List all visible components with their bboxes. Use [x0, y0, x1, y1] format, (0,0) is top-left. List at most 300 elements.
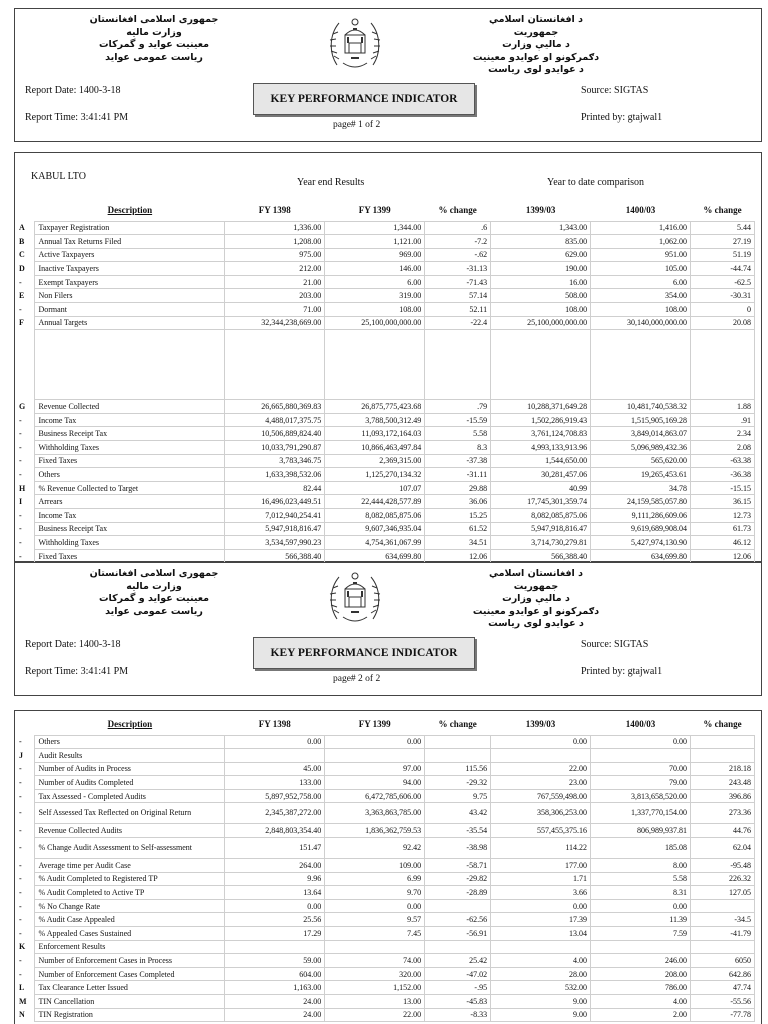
- row-value: 57.14: [425, 289, 491, 303]
- row-value: 767,559,498.00: [491, 789, 591, 803]
- row-value: 8,082,085,875.06: [491, 509, 591, 523]
- row-value: 1,344.00: [325, 221, 425, 235]
- row-description: Tax Clearance Letter Issued: [35, 981, 225, 995]
- table-header-row: [17, 713, 755, 735]
- row-value: 5,427,974,130.90: [591, 536, 691, 550]
- table-row: [17, 872, 755, 886]
- row-value: 16,496,023,449.51: [225, 495, 325, 509]
- row-value: 835.00: [491, 235, 591, 249]
- row-value: 2,848,803,354.40: [225, 824, 325, 838]
- row-code: -: [19, 901, 22, 911]
- spacer-cell: [425, 330, 491, 400]
- row-value: 203.00: [225, 289, 325, 303]
- row-value: 4.00: [591, 995, 691, 1009]
- group-ytd: Year to date comparison: [547, 177, 645, 188]
- table-row: [17, 413, 755, 427]
- row-description: Average time per Audit Case: [35, 859, 225, 873]
- row-value: 79.00: [591, 776, 691, 790]
- row-description: % Audit Completed to Active TP: [35, 886, 225, 900]
- row-value: 3,363,863,785.00: [325, 803, 425, 824]
- row-value: 133.00: [225, 776, 325, 790]
- table-row: [17, 275, 755, 289]
- row-description: TIN Registration: [35, 1008, 225, 1022]
- row-value: 642.86: [690, 967, 754, 981]
- row-value: 634,699.80: [591, 549, 691, 563]
- header-left-line: معینیت عواید و گمرکات: [99, 593, 209, 604]
- row-value: 11,093,172,164.03: [325, 427, 425, 441]
- table-row: [17, 248, 755, 262]
- row-value: 5,947,918,816.47: [491, 522, 591, 536]
- column-header: FY 1398: [258, 204, 291, 215]
- row-value: 532.00: [491, 981, 591, 995]
- row-code: M: [19, 996, 27, 1006]
- row-value: 566,388.40: [491, 549, 591, 563]
- row-value: -30.31: [691, 289, 755, 303]
- spacer-cell: [491, 330, 591, 400]
- header-left-line: جمهوری اسلامی افغانستان: [89, 568, 219, 579]
- row-description: Self Assessed Tax Reflected on Original Return: [35, 803, 225, 824]
- row-value: -28.89: [425, 886, 491, 900]
- row-value: 7.59: [591, 927, 691, 941]
- table-row: [17, 303, 755, 317]
- row-value: 6050: [690, 954, 754, 968]
- row-value: 71.00: [225, 303, 325, 317]
- row-value: 22,444,428,577.89: [325, 495, 425, 509]
- header-code-cell: [17, 713, 35, 735]
- table-row: [17, 859, 755, 873]
- row-value: 10,506,889,824.40: [225, 427, 325, 441]
- row-value: 46.12: [691, 536, 755, 550]
- row-value: 4,754,361,067.99: [325, 536, 425, 550]
- header-right-line: د افغانستان اسلامي جمهوریت: [489, 568, 583, 592]
- header-right-line: د عوایدو لوی ریاست: [488, 618, 584, 629]
- row-value: [425, 940, 491, 954]
- row-description: TIN Cancellation: [35, 995, 225, 1009]
- header-pashto-text: [471, 568, 601, 631]
- row-value: 2.34: [691, 427, 755, 441]
- row-value: 9.75: [425, 789, 491, 803]
- row-value: 24.00: [225, 995, 325, 1009]
- row-description: Withholding Taxes: [35, 536, 225, 550]
- row-value: 12.73: [691, 509, 755, 523]
- row-value: 9.70: [325, 886, 425, 900]
- row-description: % Appealed Cases Sustained: [35, 927, 225, 941]
- table-row: [17, 262, 755, 276]
- row-value: 1,416.00: [591, 221, 691, 235]
- header-right-line: د افغانستان اسلامي جمهوریت: [489, 14, 583, 38]
- row-value: 1,163.00: [225, 981, 325, 995]
- table-row: [17, 967, 755, 981]
- row-code: -: [19, 969, 22, 979]
- column-header: 1400/03: [625, 718, 656, 729]
- row-description: Revenue Collected Audits: [35, 824, 225, 838]
- table-row: [17, 549, 755, 563]
- row-value: .91: [691, 413, 755, 427]
- column-header: FY 1399: [358, 718, 391, 729]
- row-value: -47.02: [425, 967, 491, 981]
- header-left-line: وزارت مالیه: [126, 26, 182, 38]
- row-value: 10,481,740,538.32: [591, 400, 691, 414]
- table-row: [17, 316, 755, 330]
- row-value: 1,062.00: [591, 235, 691, 249]
- row-value: 5.58: [425, 427, 491, 441]
- row-description: Dormant: [35, 303, 225, 317]
- row-code: -: [19, 888, 22, 898]
- row-value: 2,345,387,272.00: [225, 803, 325, 824]
- row-value: 190.00: [491, 262, 591, 276]
- row-value: -31.11: [425, 468, 491, 482]
- row-value: 1,836,362,759.53: [325, 824, 425, 838]
- row-value: 13.04: [491, 927, 591, 941]
- row-value: 0.00: [225, 899, 325, 913]
- row-value: 23.00: [491, 776, 591, 790]
- row-value: 28.00: [491, 967, 591, 981]
- row-description: Annual Targets: [35, 316, 225, 330]
- row-value: -31.13: [425, 262, 491, 276]
- table-row: [17, 1008, 755, 1022]
- row-description: Number of Enforcement Cases Completed: [35, 967, 225, 981]
- organization-name: KABUL LTO: [31, 171, 86, 182]
- row-value: -36.38: [691, 468, 755, 482]
- row-value: 1,633,398,532.06: [225, 468, 325, 482]
- row-value: 9,607,346,935.04: [325, 522, 425, 536]
- row-value: [690, 899, 754, 913]
- row-value: [325, 940, 425, 954]
- table-row: [17, 235, 755, 249]
- table-row: [17, 886, 755, 900]
- row-value: 354.00: [591, 289, 691, 303]
- row-value: 8,082,085,875.06: [325, 509, 425, 523]
- table-row: [17, 789, 755, 803]
- row-value: 108.00: [591, 303, 691, 317]
- spacer-cell: [325, 330, 425, 400]
- table-row: [17, 481, 755, 495]
- spacer-cell: [225, 330, 325, 400]
- table-row: [17, 454, 755, 468]
- row-value: [491, 749, 591, 763]
- row-value: 22.00: [491, 762, 591, 776]
- row-value: 24.00: [225, 1008, 325, 1022]
- table-row: [17, 536, 755, 550]
- row-value: 19,265,453.61: [591, 468, 691, 482]
- row-value: 109.00: [325, 859, 425, 873]
- row-value: 13.00: [325, 995, 425, 1009]
- row-value: 6,472,785,606.00: [325, 789, 425, 803]
- row-value: 1,121.00: [325, 235, 425, 249]
- row-code: -: [19, 791, 22, 801]
- row-description: Fixed Taxes: [35, 454, 225, 468]
- row-value: [425, 735, 491, 749]
- report-time: Report Time: 3:41:41 PM: [25, 666, 129, 677]
- row-value: 61.52: [425, 522, 491, 536]
- row-code: -: [19, 456, 22, 466]
- row-value: -.95: [425, 981, 491, 995]
- row-code: -: [19, 304, 22, 314]
- row-value: 15.25: [425, 509, 491, 523]
- column-header: % change: [703, 204, 742, 215]
- row-value: 25.42: [425, 954, 491, 968]
- row-code: F: [19, 318, 24, 328]
- row-value: 21.00: [225, 275, 325, 289]
- row-value: 177.00: [491, 859, 591, 873]
- row-value: 30,281,457.06: [491, 468, 591, 482]
- row-value: -37.38: [425, 454, 491, 468]
- report-date: Report Date: 1400-3-18: [25, 639, 121, 650]
- row-value: 11.39: [591, 913, 691, 927]
- row-value: 0.00: [591, 899, 691, 913]
- row-value: 1,208.00: [225, 235, 325, 249]
- row-value: 6.00: [325, 275, 425, 289]
- row-code: L: [19, 983, 25, 993]
- row-description: Non Filers: [35, 289, 225, 303]
- report-header: [14, 562, 762, 696]
- row-value: 3,783,346.75: [225, 454, 325, 468]
- row-value: 8.00: [591, 859, 691, 873]
- row-value: 5.58: [591, 872, 691, 886]
- row-value: 62.04: [690, 838, 754, 859]
- row-value: 45.00: [225, 762, 325, 776]
- row-value: 52.11: [425, 303, 491, 317]
- row-value: 0.00: [325, 899, 425, 913]
- row-description: Number of Audits Completed: [35, 776, 225, 790]
- row-value: .79: [425, 400, 491, 414]
- row-value: 1,544,650.00: [491, 454, 591, 468]
- row-value: 25.56: [225, 913, 325, 927]
- row-value: 273.36: [690, 803, 754, 824]
- header-right-line: د عوایدو لوی ریاست: [488, 64, 584, 75]
- report-source: Source: SIGTAS: [581, 85, 649, 96]
- column-header: Description: [107, 718, 153, 729]
- row-value: 1,515,905,169.28: [591, 413, 691, 427]
- row-value: -44.74: [691, 262, 755, 276]
- row-code: -: [19, 551, 22, 561]
- row-value: 30,140,000,000.00: [591, 316, 691, 330]
- group-year-end: Year end Results: [297, 177, 365, 188]
- row-description: Inactive Taxpayers: [35, 262, 225, 276]
- row-description: % Audit Case Appealed: [35, 913, 225, 927]
- row-code: A: [19, 223, 25, 233]
- row-description: % No Change Rate: [35, 899, 225, 913]
- row-description: Income Tax: [35, 509, 225, 523]
- row-value: 6.99: [325, 872, 425, 886]
- row-value: 0.00: [325, 735, 425, 749]
- row-description: Taxpayer Registration: [35, 221, 225, 235]
- spacer-cell: [17, 330, 35, 400]
- table-row: [17, 824, 755, 838]
- row-value: 566,388.40: [225, 549, 325, 563]
- printed-by: Printed by: gtajwal1: [581, 112, 663, 123]
- row-value: 243.48: [690, 776, 754, 790]
- row-value: -29.32: [425, 776, 491, 790]
- row-value: 94.00: [325, 776, 425, 790]
- row-value: 36.06: [425, 495, 491, 509]
- header-left-line: جمهوری اسلامی افغانستان: [89, 14, 219, 25]
- row-description: Arrears: [35, 495, 225, 509]
- row-value: -62.5: [691, 275, 755, 289]
- table-row: [17, 927, 755, 941]
- row-value: 17.39: [491, 913, 591, 927]
- row-value: 10,288,371,649.28: [491, 400, 591, 414]
- row-code: -: [19, 808, 22, 818]
- row-value: 806,989,937.81: [591, 824, 691, 838]
- table-row: [17, 995, 755, 1009]
- row-value: 0.00: [491, 735, 591, 749]
- report-time: Report Time: 3:41:41 PM: [25, 112, 129, 123]
- header-right-line: د مالیې وزارت: [502, 593, 570, 604]
- row-value: 1,125,270,134.32: [325, 468, 425, 482]
- row-description: % Change Audit Assessment to Self-assessment: [35, 838, 225, 859]
- row-value: 17,745,301,359.74: [491, 495, 591, 509]
- row-description: Fixed Taxes: [35, 549, 225, 563]
- row-value: 25,100,000,000.00: [491, 316, 591, 330]
- report-page-1: [14, 8, 762, 562]
- row-value: 5,096,989,432.36: [591, 441, 691, 455]
- row-value: 105.00: [591, 262, 691, 276]
- row-description: Business Receipt Tax: [35, 522, 225, 536]
- row-value: 3,714,730,279.81: [491, 536, 591, 550]
- row-value: 1,336.00: [225, 221, 325, 235]
- row-description: Tax Assessed - Completed Audits: [35, 789, 225, 803]
- row-value: 146.00: [325, 262, 425, 276]
- row-code: -: [19, 537, 22, 547]
- column-header: 1399/03: [525, 204, 556, 215]
- row-value: 218.18: [690, 762, 754, 776]
- printed-by: Printed by: gtajwal1: [581, 666, 663, 677]
- row-value: 47.74: [690, 981, 754, 995]
- header-left-line: وزارت مالیه: [126, 580, 182, 592]
- row-value: -71.43: [425, 275, 491, 289]
- row-value: -34.5: [690, 913, 754, 927]
- row-value: [491, 940, 591, 954]
- row-value: -45.83: [425, 995, 491, 1009]
- row-value: [325, 749, 425, 763]
- row-code: -: [19, 956, 22, 966]
- table-row: [17, 899, 755, 913]
- row-value: 70.00: [591, 762, 691, 776]
- row-value: 5,897,952,758.00: [225, 789, 325, 803]
- row-code: -: [19, 860, 22, 870]
- table-row: [17, 289, 755, 303]
- row-value: 2,369,315.00: [325, 454, 425, 468]
- row-value: -56.91: [425, 927, 491, 941]
- column-header: FY 1398: [258, 718, 291, 729]
- row-code: H: [19, 483, 26, 493]
- row-code: -: [19, 826, 22, 836]
- row-value: -29.82: [425, 872, 491, 886]
- row-value: 40.99: [491, 481, 591, 495]
- report-title: KEY PERFORMANCE INDICATOR: [253, 83, 475, 115]
- column-header: FY 1399: [358, 204, 391, 215]
- row-value: 61.73: [691, 522, 755, 536]
- spacer-cell: [591, 330, 691, 400]
- row-value: 1,502,286,919.43: [491, 413, 591, 427]
- row-code: -: [19, 737, 22, 747]
- row-code: -: [19, 778, 22, 788]
- table-row: [17, 509, 755, 523]
- row-value: -38.98: [425, 838, 491, 859]
- page-number: page# 1 of 2: [333, 120, 381, 130]
- row-description: Business Receipt Tax: [35, 427, 225, 441]
- row-value: 108.00: [325, 303, 425, 317]
- row-value: [690, 940, 754, 954]
- report-title: KEY PERFORMANCE INDICATOR: [253, 637, 475, 669]
- row-value: 9.57: [325, 913, 425, 927]
- page-number: page# 2 of 2: [333, 674, 381, 684]
- row-value: 114.22: [491, 838, 591, 859]
- row-value: .6: [425, 221, 491, 235]
- row-value: 107.07: [325, 481, 425, 495]
- row-value: 320.00: [325, 967, 425, 981]
- header-left-line: ریاست عمومی عواید: [105, 605, 203, 617]
- row-description: Withholding Taxes: [35, 441, 225, 455]
- row-value: 4,993,133,913.96: [491, 441, 591, 455]
- row-value: -55.56: [690, 995, 754, 1009]
- table-row: [17, 468, 755, 482]
- row-value: 29.88: [425, 481, 491, 495]
- row-value: [225, 749, 325, 763]
- row-value: 27.19: [691, 235, 755, 249]
- row-value: -95.48: [690, 859, 754, 873]
- row-code: -: [19, 442, 22, 452]
- row-value: 975.00: [225, 248, 325, 262]
- row-description: Enforcement Results: [35, 940, 225, 954]
- table-row: [17, 221, 755, 235]
- report-date: Report Date: 1400-3-18: [25, 85, 121, 96]
- row-value: 2.08: [691, 441, 755, 455]
- row-value: -58.71: [425, 859, 491, 873]
- row-value: 36.15: [691, 495, 755, 509]
- row-value: 26,665,880,369.83: [225, 400, 325, 414]
- row-value: 26,875,775,423.68: [325, 400, 425, 414]
- row-description: Others: [35, 468, 225, 482]
- row-value: -35.54: [425, 824, 491, 838]
- row-value: 5.44: [691, 221, 755, 235]
- header-pashto-text: [471, 14, 601, 77]
- row-code: J: [19, 750, 23, 760]
- row-value: 9,619,689,908.04: [591, 522, 691, 536]
- table-spacer-row: [17, 330, 755, 400]
- row-value: 246.00: [591, 954, 691, 968]
- row-value: 3,534,597,990.23: [225, 536, 325, 550]
- row-value: [225, 940, 325, 954]
- row-value: 74.00: [325, 954, 425, 968]
- column-header: 1400/03: [625, 204, 656, 215]
- row-code: -: [19, 415, 22, 425]
- afghanistan-emblem-icon: [327, 567, 383, 629]
- kpi-table-1: [17, 199, 755, 563]
- row-value: 0.00: [225, 735, 325, 749]
- row-value: 3,849,014,863.07: [591, 427, 691, 441]
- row-code: -: [19, 842, 22, 852]
- row-value: 92.42: [325, 838, 425, 859]
- row-value: 12.06: [425, 549, 491, 563]
- row-code: I: [19, 497, 23, 507]
- row-code: -: [19, 277, 22, 287]
- row-value: 25,100,000,000.00: [325, 316, 425, 330]
- row-value: 9.00: [491, 995, 591, 1009]
- row-value: -77.78: [690, 1008, 754, 1022]
- row-value: 59.00: [225, 954, 325, 968]
- row-value: 396.86: [690, 789, 754, 803]
- table-row: [17, 954, 755, 968]
- row-code: -: [19, 915, 22, 925]
- row-value: 43.42: [425, 803, 491, 824]
- row-value: 3.66: [491, 886, 591, 900]
- row-code: D: [19, 264, 25, 274]
- row-code: B: [19, 236, 25, 246]
- row-value: -.62: [425, 248, 491, 262]
- row-value: 1,337,770,154.00: [591, 803, 691, 824]
